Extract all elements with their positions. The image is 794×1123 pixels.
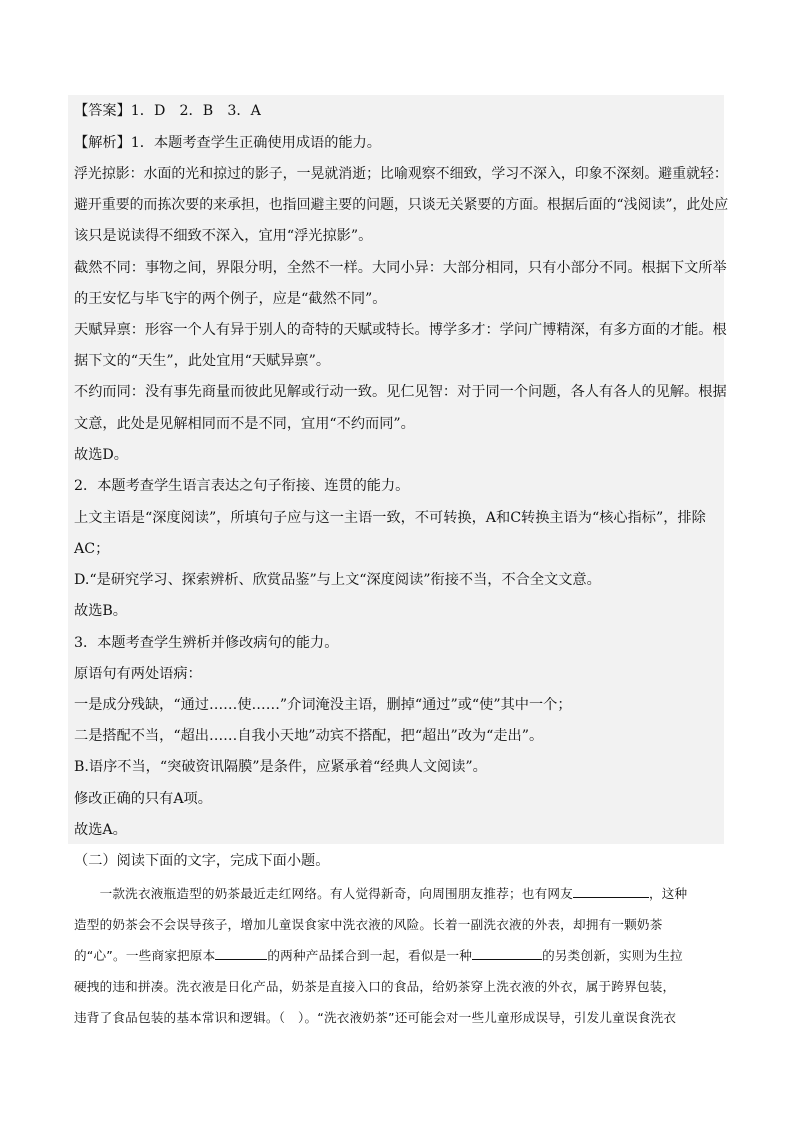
fill-blank [472, 947, 542, 960]
fill-blank [573, 885, 649, 898]
analysis-line: 的王安忆与毕飞宇的两个例子，应是“截然不同”。 [74, 291, 387, 307]
passage-line [74, 884, 687, 904]
analysis-line: 浮光掠影：水面的光和掠过的影子，一晃就消逝；比喻观察不细致，学习不深入，印象不深刻。避重就轻： [74, 166, 728, 182]
analysis-line: 故选B。 [74, 603, 127, 619]
analysis-line: 避开重要的而拣次要的来承担，也指回避主要的问题，只谈无关紧要的方面。根据后面的“浅阅读”，此处应 [74, 197, 729, 213]
analysis-line: 不约而同：没有事先商量而彼此见解或行动一致。见仁见智：对于同一个问题，各人有各人的见解。根据 [74, 384, 727, 400]
analysis-line: 截然不同：事物之间，界限分明，全然不一样。大同小异：大部分相同，只有小部分不同。根据下文所举 [74, 260, 727, 276]
analysis-line: 故选D。 [74, 447, 128, 463]
passage-line: 硬拽的违和拼凑。洗衣液是日化产品，奶茶是直接入口的食品，给奶茶穿上洗衣液的外衣，属于跨界包装， [74, 979, 676, 994]
analysis-line: 修改正确的只有A项。 [74, 791, 212, 807]
analysis-line: 一是成分残缺，“通过……使……”介词淹没主语，删掉“通过”或“使”其中一个； [74, 697, 572, 713]
passage-text: 的“心”。一些商家把原本 [74, 948, 216, 963]
analysis-line: 文意，此处是见解相同而不是不同，宜用“不约而同”。 [74, 416, 415, 432]
analysis-line: B.语序不当，“突破资讯隔膜”是条件，应紧承着“经典人文阅读”。 [74, 759, 487, 775]
passage-text: 的两种产品揉合到一起，看似是一种 [267, 948, 473, 963]
analysis-line: 故选A。 [74, 822, 127, 838]
passage-line: 造型的奶茶会不会误导孩子，增加儿童误食家中洗衣液的风险。长着一副洗衣液的外表，却拥有一颗奶茶 [74, 917, 663, 932]
analysis-line: 二是搭配不当，“超出……自我小天地”动宾不搭配，把“超出”改为“走出”。 [74, 728, 544, 744]
analysis-line: 该只是说读得不细致不深入，宜用“浮光掠影”。 [74, 228, 373, 244]
passage-text: 的另类创新，实则为生拉 [542, 948, 683, 963]
analysis-line: D.“是研究学习、探索辨析、欣赏品鉴”与上文“深度阅读”衔接不当，不合全文文意。 [74, 572, 601, 588]
analysis-line: 上文主语是“深度阅读”，所填句子应与这一主语一致，不可转换，A和C转换主语为“核心指标”，排除 [74, 510, 706, 526]
analysis-line: 据下文的“天生”，此处宜用“天赋异禀”。 [74, 353, 331, 369]
passage-line: 违背了食品包装的基本常识和逻辑。（ ）。“洗衣液奶茶”还可能会对一些儿童形成误导，引发儿童误食洗衣 [74, 1010, 677, 1025]
analysis-line: 2．本题考查学生语言表达之句子衔接、连贯的能力。 [74, 478, 410, 494]
analysis-line: AC； [74, 541, 110, 557]
fill-blank [215, 947, 267, 960]
section-heading: （二）阅读下面的文字，完成下面小题。 [74, 853, 330, 869]
analysis-line: 3．本题考查学生辨析并修改病句的能力。 [74, 635, 339, 651]
analysis-line: 【解析】1．本题考查学生正确使用成语的能力。 [74, 135, 381, 151]
analysis-line: 【答案】1．D 2．B 3．A [74, 103, 261, 119]
analysis-line: 天赋异禀：形容一个人有异于别人的奇特的天赋或特长。博学多才：学问广博精深，有多方面的才能。根 [74, 322, 727, 338]
passage-line [74, 946, 683, 966]
passage-text: ，这种 [648, 886, 688, 901]
passage-text: 一款洗衣液瓶造型的奶茶最近走红网络。有人觉得新奇，向周围朋友推荐；也有网友 [74, 886, 573, 901]
analysis-line: 原语句有两处语病： [74, 666, 202, 682]
